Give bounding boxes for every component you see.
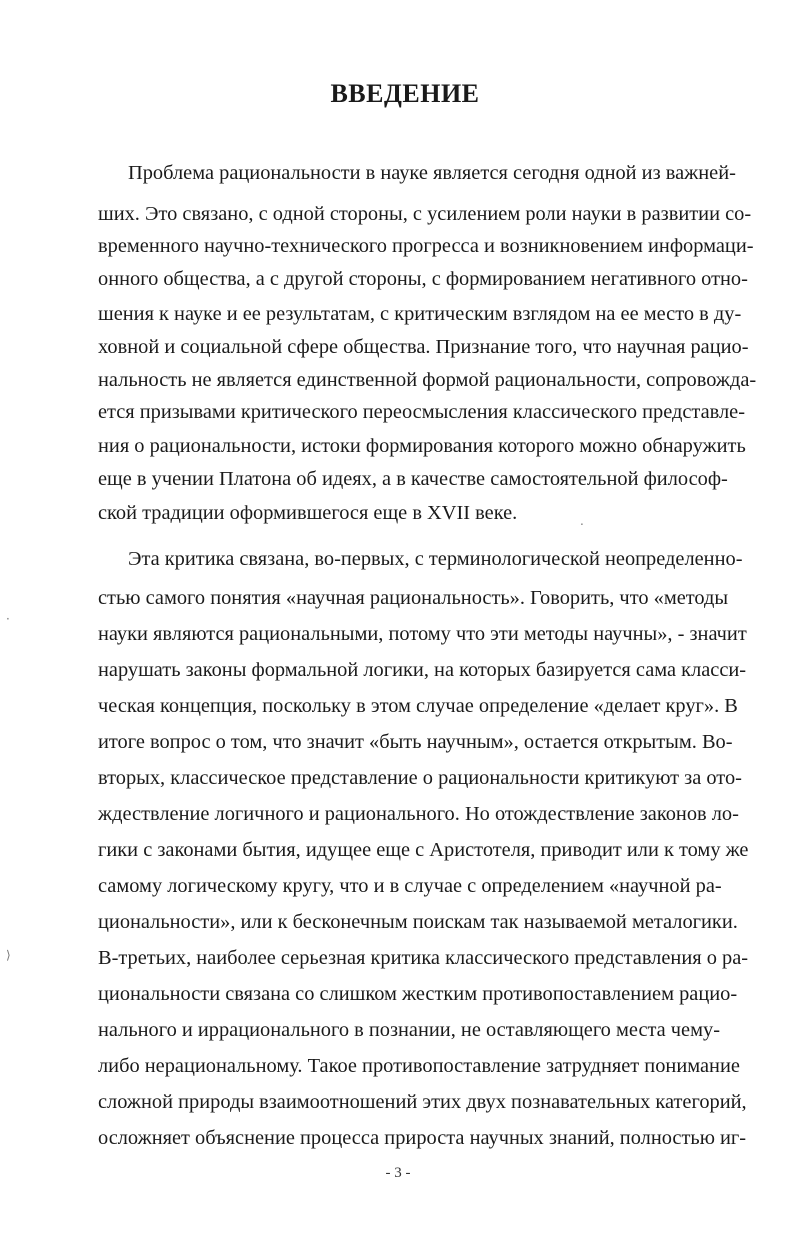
text-line: итоге вопрос о том, что значит «быть научным», остается открытым. Во- (98, 731, 733, 753)
text-line: В-третьих, наиболее серьезная критика классического представления о ра- (98, 947, 749, 969)
text-line: ется призывами критического переосмысления классического представле- (98, 401, 746, 423)
text-line: либо нерациональному. Такое противопоставление затрудняет понимание (98, 1055, 740, 1077)
text-line: нального и иррационального в познании, не оставляющего места чему- (98, 1019, 720, 1041)
text-line: ховной и социальной сфере общества. Признание того, что научная рацио- (98, 336, 749, 358)
text-line: онного общества, а с другой стороны, с формированием негативного отно- (98, 268, 748, 290)
text-line: ческая концепция, поскольку в этом случае определение «делает круг». В (98, 695, 738, 717)
scan-speck-icon: · (6, 612, 10, 626)
text-line: ской традиции оформившегося еще в XVII веке. (98, 502, 518, 524)
text-line: сложной природы взаимоотношений этих двух познавательных категорий, (98, 1091, 747, 1113)
text-line: стью самого понятия «научная рациональность». Говорить, что «методы (98, 587, 729, 609)
text-line: Эта критика связана, во-первых, с терминологической неопределенно- (128, 548, 743, 570)
page-title (0, 79, 796, 109)
text-line: осложняет объяснение процесса прироста научных знаний, полностью иг- (98, 1127, 747, 1149)
text-line: нарушать законы формальной логики, на которых базируется сама класси- (98, 659, 747, 681)
text-line: самому логическому кругу, что и в случае с определением «научной ра- (98, 875, 722, 897)
text-line: шения к науке и ее результатам, с критическим взглядом на ее место в ду- (98, 303, 742, 325)
text-line: ждествление логичного и рационального. Но отождествление законов ло- (98, 803, 739, 825)
page-number (0, 1165, 796, 1182)
scan-mark-icon: ⟩ (6, 948, 11, 962)
text-line: Проблема рациональности в науке является сегодня одной из важней- (128, 162, 736, 184)
text-line: науки являются рациональными, потому что эти методы научны», - значит (98, 623, 747, 645)
text-line: временного научно-технического прогресса и возникновением информаци- (98, 235, 754, 257)
text-line: вторых, классическое представление о рациональности критикуют за ото- (98, 767, 742, 789)
text-line: ния о рациональности, истоки формирования которого можно обнаружить (98, 435, 746, 457)
text-line: еще в учении Платона об идеях, а в качестве самостоятельной философ- (98, 468, 728, 490)
page-title-text: ВВЕДЕНИЕ (330, 79, 480, 108)
text-line: гики с законами бытия, идущее еще с Аристотеля, приводит или к тому же (98, 839, 749, 861)
text-line: нальность не является единственной формой рациональности, сопровожда- (98, 369, 757, 391)
text-line: циональности связана со слишком жестким противопоставлением рацио- (98, 983, 738, 1005)
text-line: ших. Это связано, с одной стороны, с усилением роли науки в развитии со- (98, 203, 752, 225)
text-line: циональности», или к бесконечным поискам так называемой металогики. (98, 911, 738, 933)
page-number-text: - 3 - (385, 1165, 411, 1181)
scan-dot-icon: . (580, 514, 584, 528)
